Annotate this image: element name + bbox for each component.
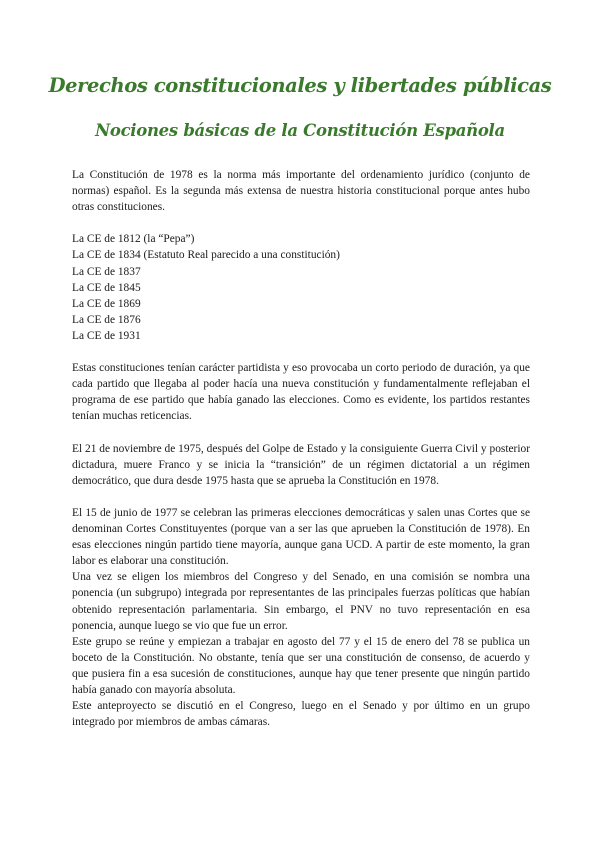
list-item: La CE de 1812 (la “Pepa”) [72, 233, 195, 246]
transition-paragraph: El 21 de noviembre de 1975, después del Golpe de Estado y la consiguiente Guerra Civil y posterior dictadura, muere Franco y se inicia la “transición” de un régimen dictatorial a un régimen democrático, que dura desde 1975 hasta que se aprueba la Constitución en 1978. [72, 442, 530, 487]
list-item: La CE de 1837 [72, 265, 141, 278]
list-item: La CE de 1869 [72, 297, 141, 310]
intro-paragraph: La Constitución de 1978 es la norma más importante del ordenamiento jurídico (conjunto de normas) español. Es la segunda más extensa de nuestra historia constitucional porque antes hubo otras constituciones. [72, 169, 530, 214]
elections-paragraph: El 15 de junio de 1977 se celebran las primeras elecciones democráticas y salen unas Cortes que se denominan Cortes Constituyentes (porque van a ser las que aprueben la Constitución de 1978). En esas elecciones ningún partido tiene mayoría, aunque gana UCD. A partir de este momento, la gran labor es elaborar una constitución. [72, 506, 530, 568]
constitutions-list [72, 231, 530, 344]
list-item: La CE de 1834 (Estatuto Real parecido a una constitución) [72, 249, 340, 262]
list-item: La CE de 1845 [72, 281, 141, 294]
ponencia-paragraph: Una vez se eligen los miembros del Congreso y del Senado, en una comisión se nombra una ponencia (un subgrupo) integrada por representantes de las principales fuerzas políticas que habían obtenido representación parlamentaria. Sin embargo, el PNV no tuvo representación en esa ponencia, aunque luego se vio que fue un error. [72, 571, 530, 632]
page-title: Derechos constitucionales y libertades públicas [48, 74, 552, 97]
debate-paragraph: Este anteproyecto se discutió en el Congreso, luego en el Senado y por último en un grupo integrado por miembros de ambas cámaras. [72, 700, 530, 729]
list-item: La CE de 1876 [72, 313, 141, 326]
document-body [72, 167, 530, 730]
list-item: La CE de 1931 [72, 329, 141, 342]
draft-paragraph: Este grupo se reúne y empiezan a trabajar en agosto del 77 y el 15 de enero del 78 se publica un boceto de la Constitución. No obstante, tenía que ser una constitución de consenso, de acuerdo y que pusiera fin a esa sucesión de constituciones, aunque hay que tener presente que ningún partido había ganado con mayoría absoluta. [72, 635, 530, 696]
page-subtitle: Nociones básicas de la Constitución Española [95, 121, 505, 140]
partisan-paragraph: Estas constituciones tenían carácter partidista y eso provocaba un corto periodo de duración, ya que cada partido que llegaba al poder hacía una nueva constitución y fundamentalmente reflejaban el programa de ese partido que había ganado las elecciones. Como es evidente, los partidos restantes tenían muchas reticencias. [72, 362, 530, 423]
